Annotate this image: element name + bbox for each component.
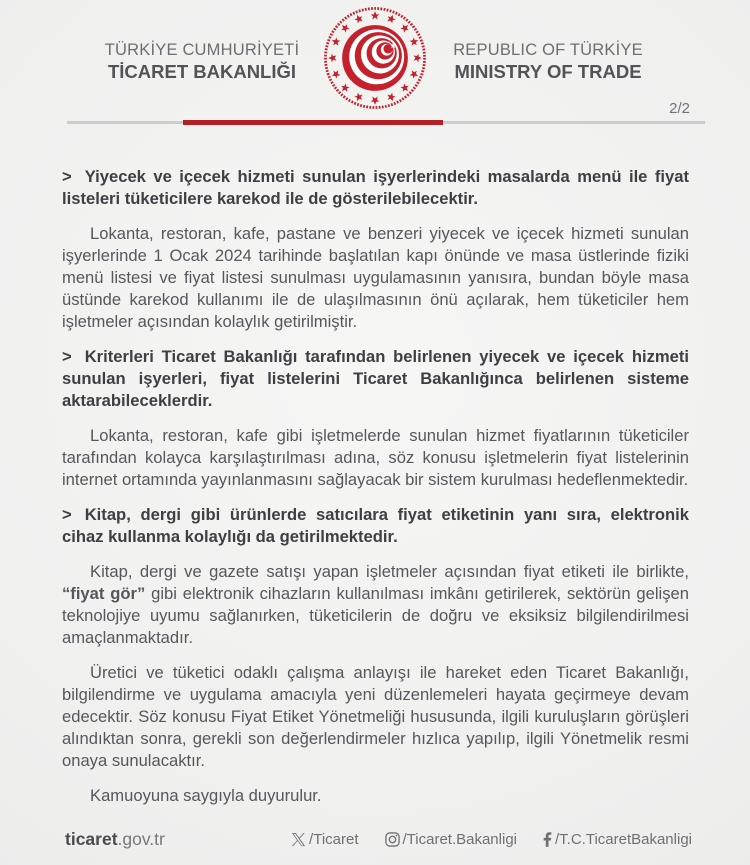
paragraph-3: Kitap, dergi ve gazete satışı yapan işletmeler açısından fiyat etiketi ile birlikte, “fiyat gör” gibi elektronik cihazların kullanılması imkânı getirilerek, sektörün gelişen teknolojiye uyumu sağlanırken, tüketicilerin de doğru ve eksiksiz bilgilendirilmesi amaçlanmaktadır. <box>62 562 689 647</box>
closing-line: Kamuoyuna saygıyla duyurulur. <box>90 786 322 805</box>
announcement-body <box>62 166 689 820</box>
section-heading-1 <box>62 166 689 210</box>
paragraph-2: Lokanta, restoran, kafe gibi işletmelerde sunulan hizmet fiyatlarının tüketiciler tarafından kolayca karşılaştırılması adına, söz konusu işletmelerin fiyat listelerinin internet ortamında yayınlanmasını sağlayacak bir sistem kurulması hedeflenmektedir. <box>62 426 689 489</box>
ministry-name-turkish <box>62 40 342 83</box>
x-icon <box>291 832 306 847</box>
footer <box>0 826 750 856</box>
page-indicator: 2/2 <box>669 100 690 117</box>
chevron-marker: > <box>62 347 72 366</box>
social-links <box>291 831 692 848</box>
chevron-marker: > <box>62 505 72 524</box>
paragraph-4: Üretici ve tüketici odaklı çalışma anlayışı ile hareket eden Ticaret Bakanlığı, bilgilendirme ve uygulama amacıyla yeni düzenlemeleri hayata geçirmeye devam edecektir. Söz konusu Fiyat Etiket Yönetmeliği hususunda, ilgili kuruluşların görüşleri alındıktan sonra, gerekli son değerlendirmeler hızlıca yapılıp, ilgili Yönetmelik resmi onaya sunulacaktır. <box>62 663 689 770</box>
ministry-name-tr-line2: TİCARET BAKANLIĞI <box>107 61 297 82</box>
instagram-icon <box>385 832 400 847</box>
website-url[interactable] <box>65 829 165 850</box>
instagram-link[interactable] <box>385 831 518 848</box>
paragraph-1: Lokanta, restoran, kafe, pastane ve benzeri yiyecek ve içecek hizmeti sunulan işyerlerinde 1 Ocak 2024 tarihinde başlatılan kapı önünde ve masa üstlerinde fiziki menü listesi ve fiyat listesi sunulması uygulamasının yanısıra, bundan böyle masa üstünde karekod kullanımı ile de ulaşılmasının önü açılarak, hem tüketiciler hem işletmeler açısından kolaylık getirilmiştir. <box>62 224 689 331</box>
heading-text: Kitap, dergi gibi ürünlerde satıcılara fiyat etiketinin yanı sıra, elektronik cihaz kullanma kolaylığı da getirilmektedir. <box>62 505 689 546</box>
twitter-handle: /Ticaret <box>309 831 359 848</box>
section-heading-3 <box>62 504 689 548</box>
section-heading-2 <box>62 346 689 412</box>
heading-text: Kriterleri Ticaret Bakanlığı tarafından belirlenen yiyecek ve içecek hizmeti sunulan işyerleri, fiyat listelerini Ticaret Bakanlığınca belirlenen sisteme aktarabileceklerdir. <box>62 347 689 410</box>
website-url-rest: .gov.tr <box>117 829 165 849</box>
ministry-name-tr-line1: TÜRKİYE CUMHURİYETİ <box>104 41 300 59</box>
website-url-bold: ticaret <box>65 829 118 849</box>
ministry-name-english <box>408 40 688 83</box>
ministry-name-en-line1: REPUBLIC OF TÜRKİYE <box>453 41 643 59</box>
chevron-marker: > <box>62 167 72 186</box>
facebook-icon <box>543 832 552 847</box>
divider-accent <box>183 120 443 125</box>
instagram-handle: /Ticaret.Bakanligi <box>402 831 517 848</box>
twitter-link[interactable] <box>291 831 358 848</box>
heading-text: Yiyecek ve içecek hizmeti sunulan işyerlerindeki masalarda menü ile fiyat listeleri tüketicilere karekod ile de gösterilebilecektir. <box>62 167 689 208</box>
facebook-handle: /T.C.TicaretBakanligi <box>555 831 692 848</box>
ministry-name-en-line2: MINISTRY OF TRADE <box>454 61 642 82</box>
facebook-link[interactable] <box>543 831 692 848</box>
